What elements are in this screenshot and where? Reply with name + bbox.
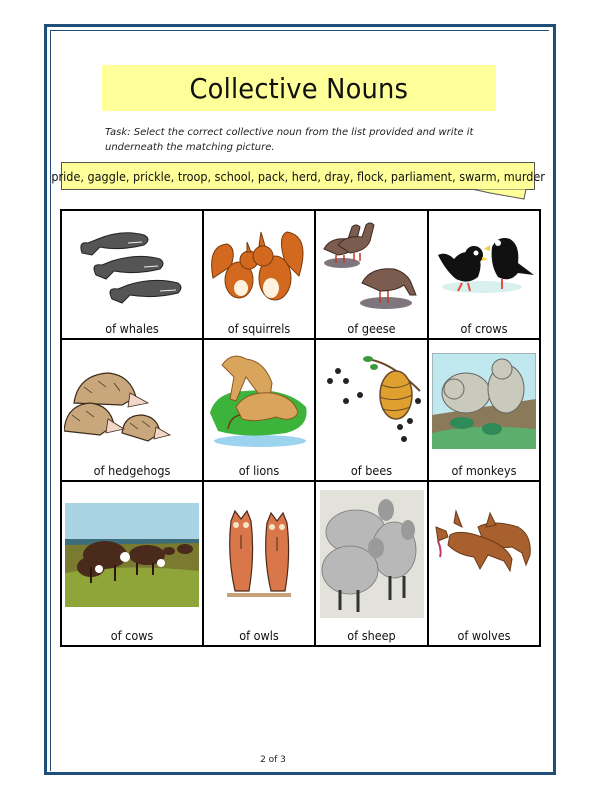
grid-cell-sheep	[316, 482, 429, 645]
wolves-picture	[432, 505, 536, 577]
grid-cell-monkeys	[429, 340, 539, 482]
grid-cell-whales	[62, 211, 204, 340]
geese-picture	[320, 221, 424, 311]
grid-cell-hedgehogs	[62, 340, 204, 482]
word-list: pride, gaggle, prickle, troop, school, pack, herd, dray, flock, parliament, swarm, murder	[51, 168, 545, 184]
squirrels-picture	[207, 226, 311, 306]
caption: of crows	[460, 321, 508, 336]
caption: of lions	[238, 463, 280, 478]
sheep-picture	[320, 490, 424, 618]
grid-cell-bees	[316, 340, 429, 482]
page-number: 2 of 3	[260, 755, 286, 765]
caption: of hedgehogs	[93, 463, 171, 478]
page-title: Collective Nouns	[189, 71, 409, 105]
monkeys-picture	[432, 353, 536, 449]
caption: of monkeys	[451, 463, 517, 478]
crows-picture	[432, 231, 536, 301]
title-banner	[102, 65, 496, 111]
callout-tail-icon	[470, 189, 530, 203]
caption: of cows	[110, 628, 154, 643]
grid-cell-lions	[204, 340, 316, 482]
grid-cell-crows	[429, 211, 539, 340]
word-list-callout	[51, 162, 545, 190]
picture-grid	[60, 209, 541, 647]
hedgehogs-picture	[64, 353, 176, 449]
caption: of whales	[105, 321, 159, 336]
caption: of wolves	[457, 628, 511, 643]
grid-cell-geese	[316, 211, 429, 340]
caption: of sheep	[347, 628, 396, 643]
grid-cell-squirrels	[204, 211, 316, 340]
caption: of bees	[350, 463, 393, 478]
task-instructions: Task: Select the correct collective noun from the list provided and write it underneath the matching picture.	[105, 127, 474, 153]
grid-cell-owls	[204, 482, 316, 645]
cows-picture	[65, 503, 199, 607]
lions-picture	[206, 351, 312, 451]
caption: of geese	[347, 321, 396, 336]
grid-cell-cows	[62, 482, 204, 645]
grid-cell-wolves	[429, 482, 539, 645]
whales-picture	[72, 225, 192, 307]
caption: of squirrels	[227, 321, 291, 336]
caption: of owls	[239, 628, 279, 643]
owls-picture	[223, 505, 295, 605]
bees-picture	[320, 351, 424, 451]
